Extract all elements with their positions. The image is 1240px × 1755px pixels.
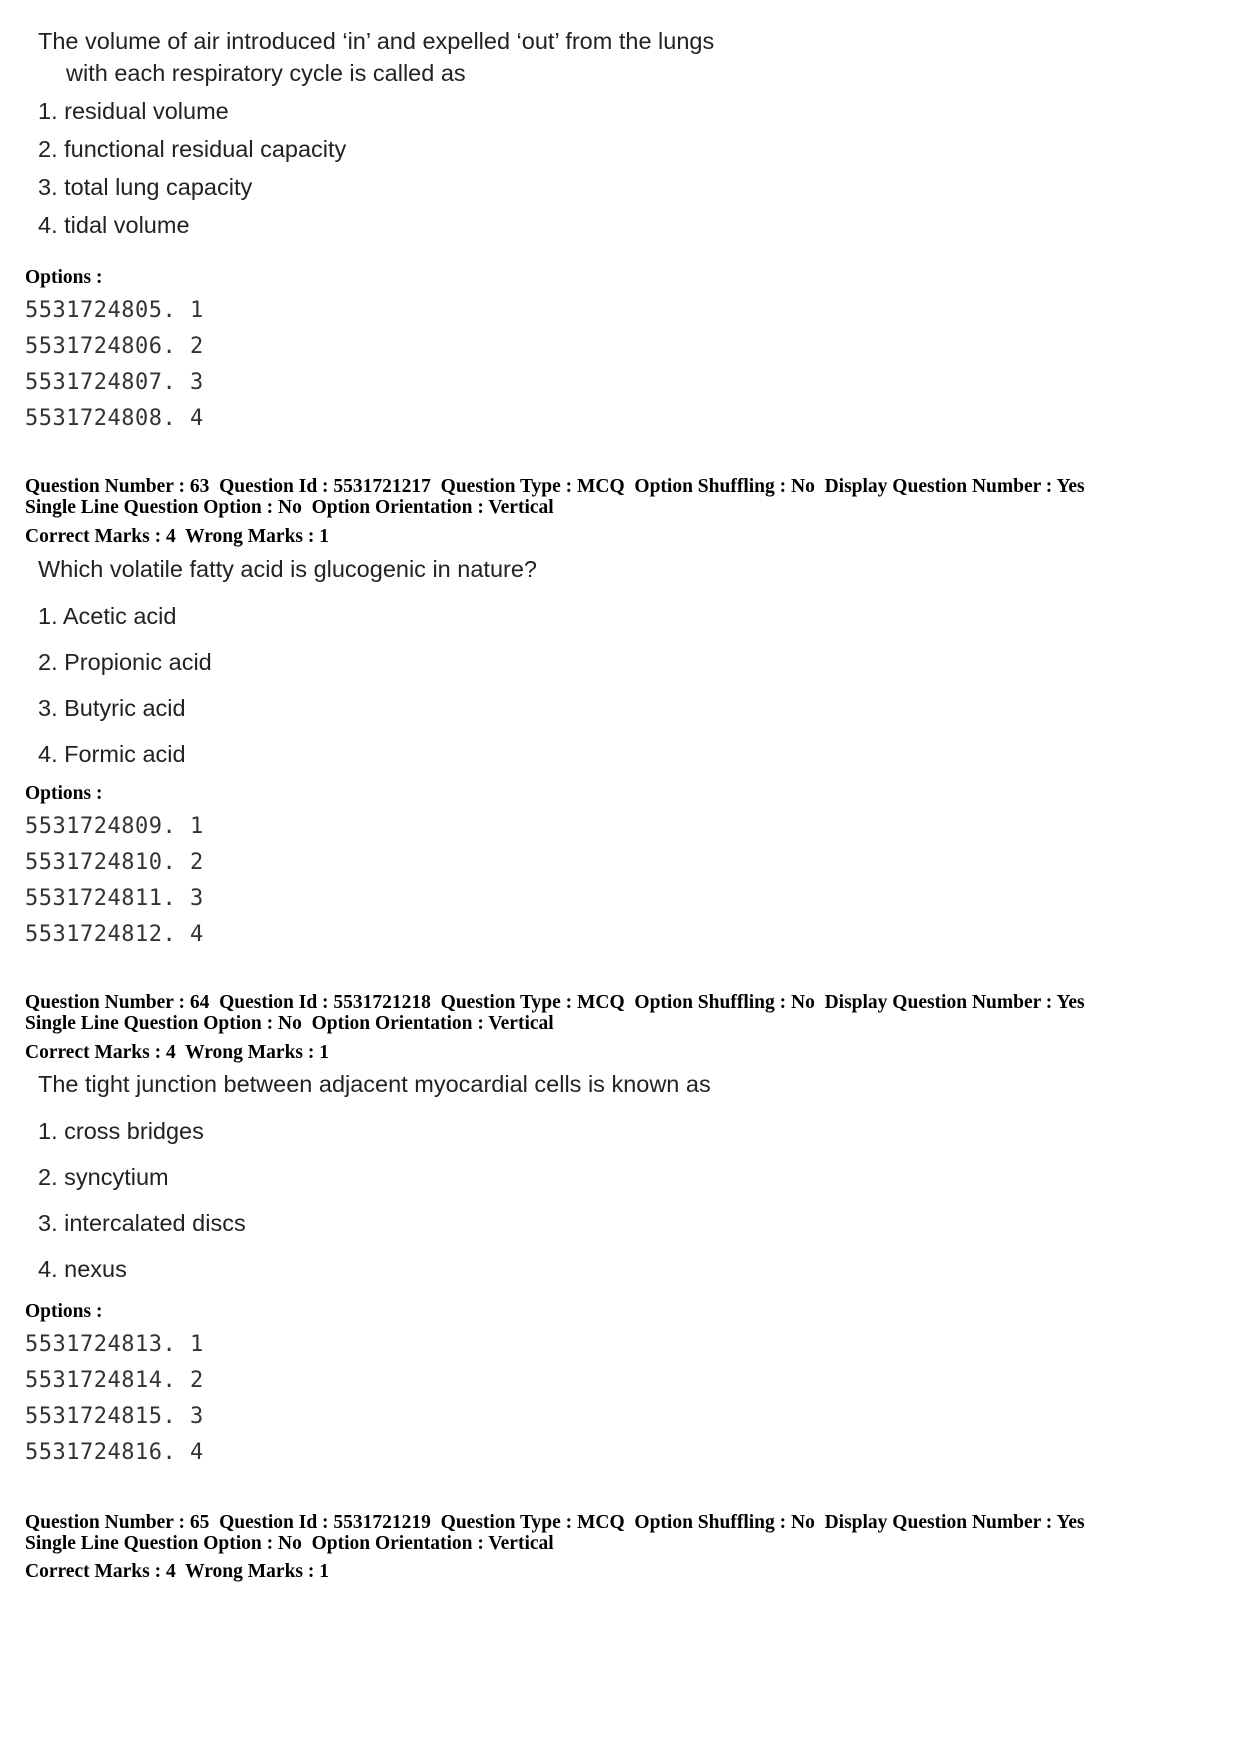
option-id: 5531724807. 3 xyxy=(25,370,204,395)
option-id: 5531724813. 1 xyxy=(25,1332,204,1357)
question-marks: Correct Marks : 4 Wrong Marks : 1 xyxy=(25,1561,330,1582)
options-label: Options : xyxy=(25,1301,103,1322)
answer-choice: 1. cross bridges xyxy=(38,1118,204,1144)
question-stem: Which volatile fatty acid is glucogenic in nature? xyxy=(38,556,537,582)
options-label: Options : xyxy=(25,267,103,288)
answer-choice: 4. Formic acid xyxy=(38,741,186,767)
answer-choice: 3. Butyric acid xyxy=(38,695,186,721)
answer-choice: 1. residual volume xyxy=(38,98,229,124)
option-id: 5531724814. 2 xyxy=(25,1368,204,1393)
question-meta-line: Question Number : 65 Question Id : 5531721219 Question Type : MCQ Option Shuffling : No Display Question Number : Yes xyxy=(25,1512,1085,1533)
option-id: 5531724805. 1 xyxy=(25,298,204,323)
answer-choice: 2. Propionic acid xyxy=(38,649,212,675)
options-label: Options : xyxy=(25,783,103,804)
question-stem: The tight junction between adjacent myocardial cells is known as xyxy=(38,1071,711,1097)
question-marks: Correct Marks : 4 Wrong Marks : 1 xyxy=(25,526,330,547)
answer-choice: 4. tidal volume xyxy=(38,212,190,238)
option-id: 5531724812. 4 xyxy=(25,922,204,947)
answer-choice: 2. functional residual capacity xyxy=(38,136,347,162)
answer-choice: 1. Acetic acid xyxy=(38,603,177,629)
question-meta-line: Single Line Question Option : No Option Orientation : Vertical xyxy=(25,1013,554,1034)
answer-choice: 3. total lung capacity xyxy=(38,174,253,200)
question-stem-line: The volume of air introduced ‘in’ and expelled ‘out’ from the lungs xyxy=(38,28,715,54)
answer-choice: 3. intercalated discs xyxy=(38,1210,246,1236)
question-meta-line: Question Number : 64 Question Id : 5531721218 Question Type : MCQ Option Shuffling : No Display Question Number : Yes xyxy=(25,992,1085,1013)
option-id: 5531724806. 2 xyxy=(25,334,204,359)
option-id: 5531724811. 3 xyxy=(25,886,204,911)
option-id: 5531724810. 2 xyxy=(25,850,204,875)
question-meta-line: Single Line Question Option : No Option Orientation : Vertical xyxy=(25,1533,554,1554)
question-meta-line: Single Line Question Option : No Option Orientation : Vertical xyxy=(25,497,554,518)
question-marks: Correct Marks : 4 Wrong Marks : 1 xyxy=(25,1042,330,1063)
answer-choice: 4. nexus xyxy=(38,1256,127,1282)
question-meta-line: Question Number : 63 Question Id : 5531721217 Question Type : MCQ Option Shuffling : No Display Question Number : Yes xyxy=(25,476,1085,497)
question-stem-line: with each respiratory cycle is called as xyxy=(66,60,466,86)
option-id: 5531724815. 3 xyxy=(25,1404,204,1429)
option-id: 5531724816. 4 xyxy=(25,1440,204,1465)
option-id: 5531724809. 1 xyxy=(25,814,204,839)
answer-choice: 2. syncytium xyxy=(38,1164,169,1190)
option-id: 5531724808. 4 xyxy=(25,406,204,431)
